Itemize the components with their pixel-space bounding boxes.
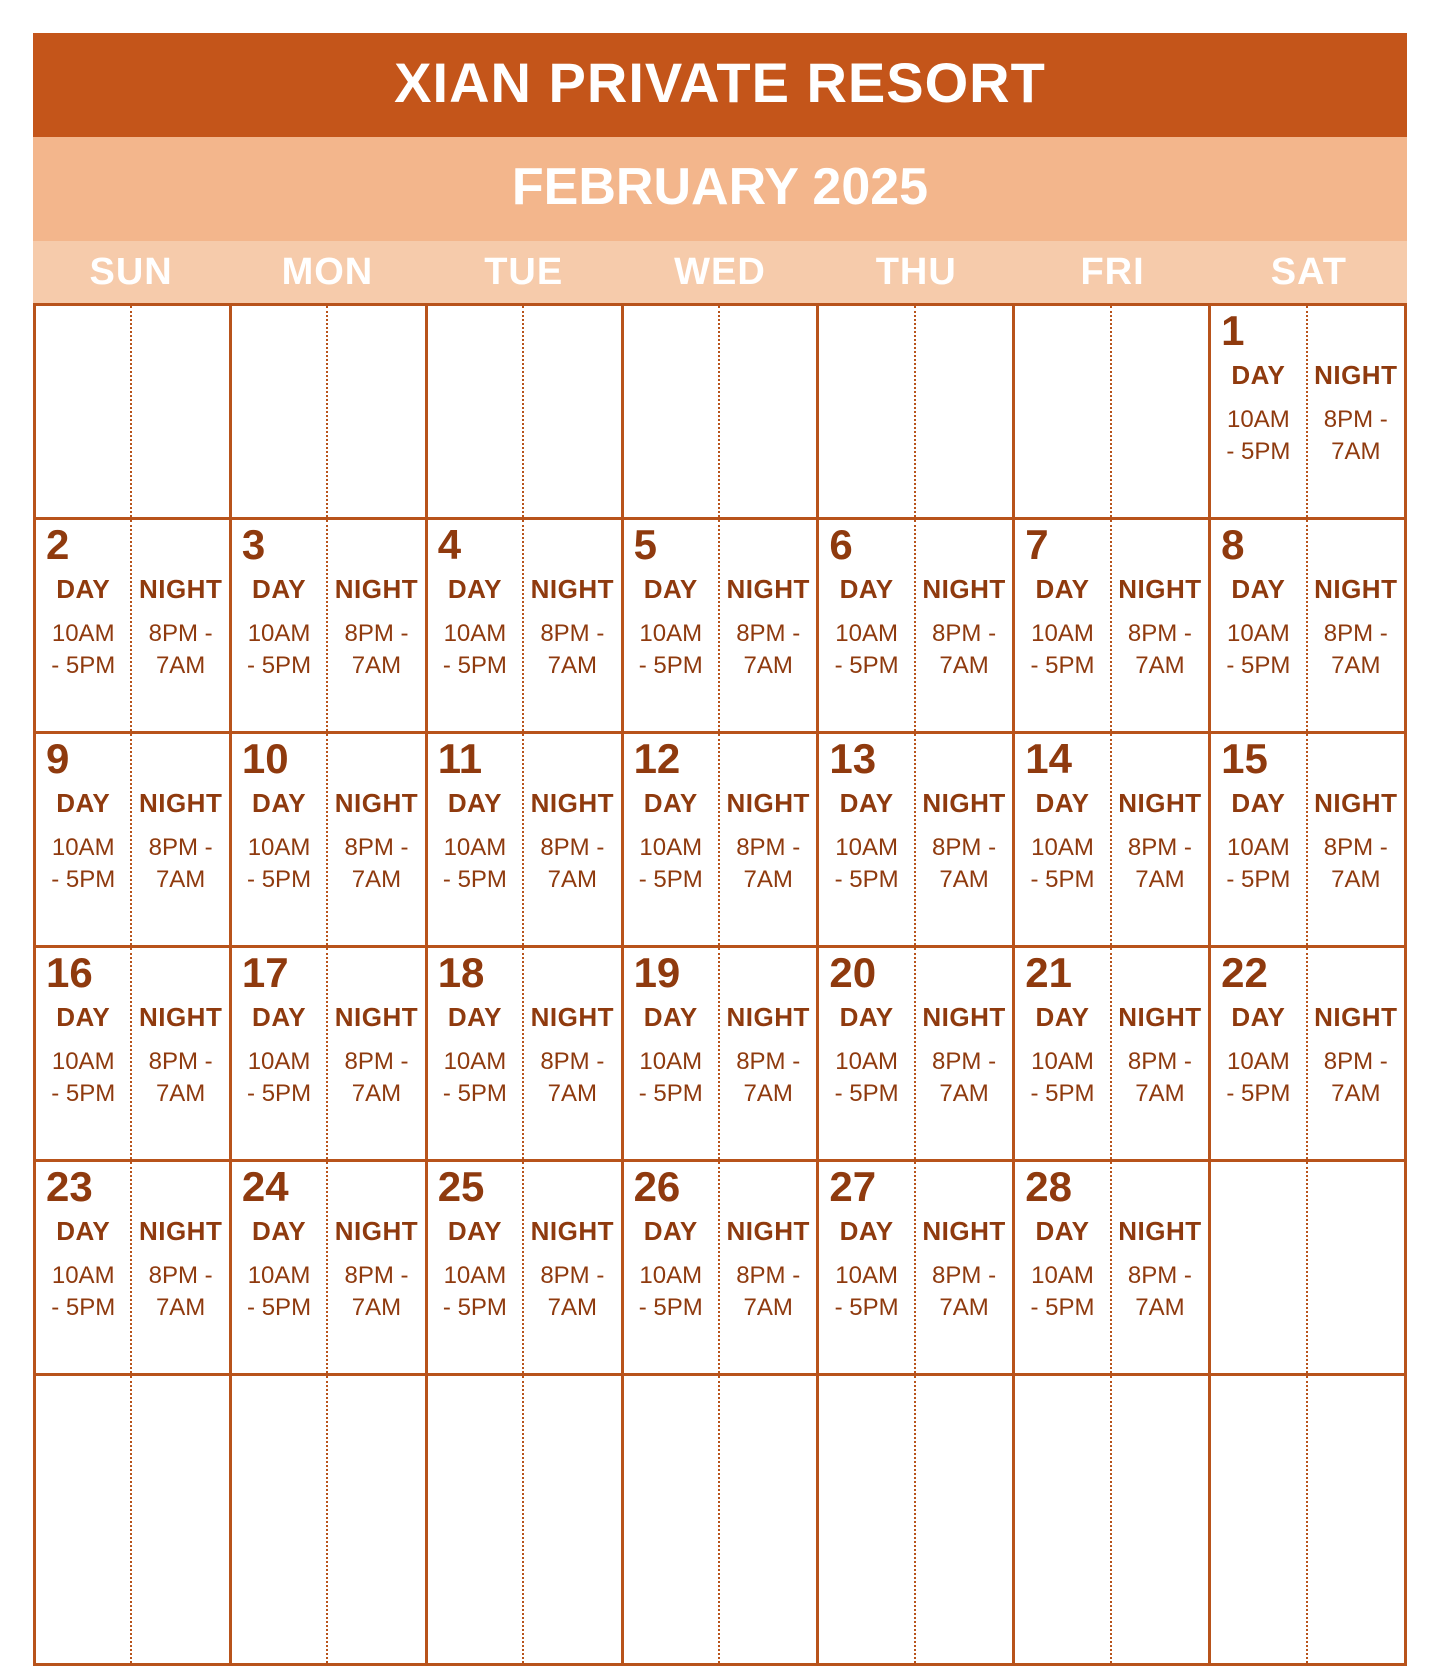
day-shift-label: DAY (1231, 574, 1286, 604)
day-shift-time: 10AM - 5PM (51, 1048, 116, 1108)
night-shift-slot[interactable] (1308, 520, 1404, 731)
night-shift-slot[interactable] (328, 1162, 424, 1373)
calendar-empty-cell[interactable] (36, 306, 232, 520)
day-shift-label: DAY (839, 574, 894, 604)
day-shift-label: DAY (1035, 574, 1090, 604)
day-shift-slot[interactable] (428, 734, 524, 945)
day-shift-label: DAY (1035, 1002, 1090, 1032)
day-shift-time: 10AM - 5PM (247, 1048, 312, 1108)
night-shift-label: NIGHT (138, 1002, 223, 1032)
day-shift-label: DAY (252, 1002, 307, 1032)
night-shift-slot[interactable] (328, 734, 424, 945)
night-shift-time: 8PM - 7AM (1127, 1262, 1192, 1322)
night-shift-time: 8PM - 7AM (540, 620, 605, 680)
day-number: 2 (46, 521, 70, 568)
day-number: 24 (241, 1163, 289, 1210)
night-shift-time: 8PM - 7AM (1323, 406, 1388, 466)
day-shift-slot[interactable] (36, 734, 132, 945)
day-number: 8 (1221, 521, 1245, 568)
day-shift-label: DAY (252, 788, 307, 818)
night-shift-slot[interactable] (1112, 520, 1208, 731)
calendar-week-row (36, 948, 1407, 1162)
night-shift-label: NIGHT (138, 788, 223, 818)
day-shift-slot[interactable] (819, 948, 915, 1159)
night-shift-slot[interactable] (328, 520, 424, 731)
day-shift-label: DAY (643, 788, 698, 818)
day-shift-label: DAY (447, 1002, 502, 1032)
day-number: 1 (1221, 307, 1245, 354)
calendar-empty-cell[interactable] (819, 1376, 1015, 1666)
day-shift-label: DAY (447, 788, 502, 818)
day-shift-label: DAY (1035, 1216, 1090, 1246)
day-shift-time: 10AM - 5PM (247, 834, 312, 894)
day-shift-slot[interactable] (232, 306, 328, 517)
day-shift-label: DAY (643, 574, 698, 604)
day-number: 25 (437, 1163, 485, 1210)
night-shift-label: NIGHT (726, 1002, 810, 1032)
night-shift-label: NIGHT (1314, 574, 1398, 604)
calendar-day-cell[interactable] (624, 734, 820, 948)
day-shift-label: DAY (56, 574, 111, 604)
day-shift-label: DAY (643, 1002, 698, 1032)
calendar (33, 33, 1407, 1666)
calendar-day-cell[interactable] (428, 734, 624, 948)
day-shift-time: 10AM - 5PM (1030, 1262, 1095, 1322)
night-shift-slot[interactable] (328, 948, 424, 1159)
calendar-day-cell[interactable] (428, 948, 624, 1162)
day-number: 13 (829, 735, 877, 782)
day-number: 15 (1221, 735, 1268, 782)
day-shift-slot[interactable] (1015, 948, 1111, 1159)
calendar-day-cell[interactable] (819, 734, 1015, 948)
day-shift-label: DAY (1035, 788, 1090, 818)
night-shift-time: 8PM - 7AM (736, 1048, 801, 1108)
night-shift-label: NIGHT (530, 1216, 615, 1246)
day-shift-slot[interactable] (624, 1376, 720, 1663)
night-shift-label: NIGHT (334, 574, 419, 604)
night-shift-slot[interactable] (132, 948, 228, 1159)
day-shift-slot[interactable] (428, 1376, 524, 1663)
night-shift-time: 8PM - 7AM (148, 1262, 213, 1322)
calendar-empty-cell[interactable] (232, 1376, 428, 1666)
day-shift-slot[interactable] (624, 948, 720, 1159)
day-shift-slot[interactable] (36, 306, 132, 517)
calendar-empty-cell[interactable] (232, 306, 428, 520)
day-shift-slot[interactable] (1015, 1376, 1111, 1663)
night-shift-slot[interactable] (132, 520, 228, 731)
night-shift-label: NIGHT (726, 1216, 810, 1246)
night-shift-label: NIGHT (726, 574, 810, 604)
day-shift-time: 10AM - 5PM (1226, 620, 1291, 680)
calendar-day-cell[interactable] (428, 520, 624, 734)
night-shift-time: 8PM - 7AM (540, 834, 605, 894)
night-shift-slot[interactable] (1308, 948, 1404, 1159)
day-shift-time: 10AM - 5PM (834, 1048, 899, 1108)
night-shift-time: 8PM - 7AM (1323, 620, 1388, 680)
night-shift-label: NIGHT (1118, 788, 1202, 818)
night-shift-slot[interactable] (720, 1376, 816, 1663)
day-shift-slot[interactable] (1211, 734, 1307, 945)
day-number: 20 (829, 949, 877, 996)
night-shift-label: NIGHT (1118, 574, 1202, 604)
day-shift-label: DAY (252, 1216, 307, 1246)
day-shift-time: 10AM - 5PM (1030, 834, 1095, 894)
day-shift-label: DAY (447, 1216, 502, 1246)
calendar-grid (33, 303, 1407, 1666)
calendar-week-row (36, 1376, 1407, 1666)
night-shift-time: 8PM - 7AM (1323, 1048, 1388, 1108)
night-shift-slot[interactable] (328, 306, 424, 517)
night-shift-slot[interactable] (524, 734, 620, 945)
night-shift-slot[interactable] (1308, 734, 1404, 945)
day-number: 17 (241, 949, 289, 996)
night-shift-slot[interactable] (524, 1376, 620, 1663)
calendar-day-cell[interactable] (428, 1162, 624, 1376)
night-shift-time: 8PM - 7AM (148, 620, 213, 680)
day-shift-time: 10AM - 5PM (1226, 1048, 1291, 1108)
day-number: 11 (437, 735, 483, 782)
calendar-day-cell[interactable] (819, 520, 1015, 734)
day-number: 16 (46, 949, 93, 996)
day-number: 4 (437, 521, 462, 568)
calendar-day-cell[interactable] (1211, 520, 1407, 734)
night-shift-label: NIGHT (530, 574, 615, 604)
day-shift-time: 10AM - 5PM (1226, 834, 1291, 894)
night-shift-slot[interactable] (524, 1162, 620, 1373)
calendar-day-cell[interactable] (36, 520, 232, 734)
day-shift-slot[interactable] (819, 1376, 915, 1663)
day-number: 10 (241, 735, 289, 782)
day-shift-slot[interactable] (36, 948, 132, 1159)
calendar-week-row (36, 1162, 1407, 1376)
night-shift-time: 8PM - 7AM (736, 620, 801, 680)
day-shift-slot[interactable] (1211, 1162, 1307, 1373)
day-shift-slot[interactable] (819, 520, 915, 731)
calendar-day-cell[interactable] (1015, 520, 1211, 734)
day-number: 9 (46, 735, 70, 782)
day-shift-slot[interactable] (624, 520, 720, 731)
weekday-header-row (33, 241, 1407, 303)
day-shift-slot[interactable] (428, 1162, 524, 1373)
day-shift-label: DAY (1231, 360, 1286, 390)
night-shift-slot[interactable] (916, 1376, 1012, 1663)
day-shift-time: 10AM - 5PM (638, 620, 703, 680)
night-shift-time: 8PM - 7AM (736, 1262, 801, 1322)
night-shift-label: NIGHT (530, 1002, 615, 1032)
day-shift-time: 10AM - 5PM (247, 620, 312, 680)
day-number: 28 (1025, 1163, 1072, 1210)
night-shift-slot[interactable] (132, 306, 228, 517)
day-shift-slot[interactable] (1211, 1376, 1307, 1663)
day-shift-label: DAY (56, 788, 111, 818)
night-shift-time: 8PM - 7AM (1127, 620, 1192, 680)
calendar-week-row (36, 734, 1407, 948)
day-shift-label: DAY (1231, 1002, 1286, 1032)
day-number: 23 (46, 1163, 93, 1210)
calendar-day-cell[interactable] (1211, 306, 1407, 520)
night-shift-label: NIGHT (334, 1002, 419, 1032)
day-number: 26 (633, 1163, 681, 1210)
day-number: 5 (633, 521, 657, 568)
calendar-week-row (36, 520, 1407, 734)
night-shift-slot[interactable] (916, 948, 1012, 1159)
night-shift-label: NIGHT (1314, 1002, 1398, 1032)
night-shift-time: 8PM - 7AM (148, 834, 213, 894)
day-shift-slot[interactable] (1015, 734, 1111, 945)
day-shift-slot[interactable] (232, 1162, 328, 1373)
night-shift-time: 8PM - 7AM (932, 1048, 997, 1108)
day-shift-label: DAY (1231, 788, 1286, 818)
day-shift-time: 10AM - 5PM (442, 620, 507, 680)
weekday-tue: TUE (484, 251, 564, 293)
night-shift-slot[interactable] (1308, 306, 1404, 517)
night-shift-label: NIGHT (138, 1216, 223, 1246)
day-shift-slot[interactable] (624, 734, 720, 945)
calendar-day-cell[interactable] (1211, 734, 1407, 948)
night-shift-slot[interactable] (132, 1376, 228, 1663)
night-shift-slot[interactable] (916, 1162, 1012, 1373)
day-shift-slot[interactable] (428, 948, 524, 1159)
weekday-fri: FRI (1080, 251, 1145, 293)
calendar-day-cell[interactable] (232, 520, 428, 734)
day-shift-slot[interactable] (819, 734, 915, 945)
calendar-day-cell[interactable] (819, 948, 1015, 1162)
day-shift-slot[interactable] (819, 1162, 915, 1373)
day-shift-time: 10AM - 5PM (51, 1262, 116, 1322)
day-shift-label: DAY (643, 1216, 698, 1246)
calendar-empty-cell[interactable] (1211, 1376, 1407, 1666)
night-shift-slot[interactable] (916, 520, 1012, 731)
day-shift-time: 10AM - 5PM (51, 620, 116, 680)
day-shift-slot[interactable] (1211, 306, 1307, 517)
calendar-empty-cell[interactable] (624, 1376, 820, 1666)
night-shift-label: NIGHT (922, 788, 1006, 818)
calendar-day-cell[interactable] (1211, 948, 1407, 1162)
day-shift-slot[interactable] (624, 1162, 720, 1373)
calendar-day-cell[interactable] (819, 1162, 1015, 1376)
night-shift-time: 8PM - 7AM (1127, 1048, 1192, 1108)
calendar-day-cell[interactable] (36, 948, 232, 1162)
month-title: FEBRUARY 2025 (33, 137, 1407, 241)
day-shift-label: DAY (447, 574, 502, 604)
night-shift-slot[interactable] (328, 1376, 424, 1663)
day-shift-time: 10AM - 5PM (834, 1262, 899, 1322)
calendar-day-cell[interactable] (1015, 734, 1211, 948)
day-shift-slot[interactable] (232, 948, 328, 1159)
day-shift-slot[interactable] (428, 306, 524, 517)
night-shift-slot[interactable] (916, 306, 1012, 517)
night-shift-slot[interactable] (1112, 1162, 1208, 1373)
night-shift-slot[interactable] (720, 520, 816, 731)
day-shift-time: 10AM - 5PM (442, 1262, 507, 1322)
calendar-empty-cell[interactable] (1015, 306, 1211, 520)
day-number: 3 (241, 521, 266, 568)
day-number: 7 (1025, 521, 1049, 568)
day-shift-slot[interactable] (232, 520, 328, 731)
day-shift-slot[interactable] (819, 306, 915, 517)
calendar-week-row (36, 306, 1407, 520)
day-shift-time: 10AM - 5PM (442, 834, 507, 894)
day-shift-slot[interactable] (232, 1376, 328, 1663)
day-shift-time: 10AM - 5PM (442, 1048, 507, 1108)
calendar-empty-cell[interactable] (624, 306, 820, 520)
day-shift-time: 10AM - 5PM (1030, 620, 1095, 680)
night-shift-slot[interactable] (1112, 948, 1208, 1159)
day-shift-time: 10AM - 5PM (638, 834, 703, 894)
night-shift-time: 8PM - 7AM (1127, 834, 1192, 894)
night-shift-label: NIGHT (922, 1216, 1006, 1246)
calendar-day-cell[interactable] (36, 734, 232, 948)
calendar-day-cell[interactable] (36, 1162, 232, 1376)
night-shift-label: NIGHT (1118, 1002, 1202, 1032)
weekday-sun: SUN (89, 251, 173, 293)
day-number: 27 (829, 1163, 877, 1210)
night-shift-slot[interactable] (720, 1162, 816, 1373)
day-shift-time: 10AM - 5PM (247, 1262, 312, 1322)
night-shift-slot[interactable] (132, 1162, 228, 1373)
night-shift-slot[interactable] (720, 306, 816, 517)
weekday-wed: WED (674, 251, 766, 293)
calendar-day-cell[interactable] (1015, 948, 1211, 1162)
calendar-day-cell[interactable] (232, 1162, 428, 1376)
night-shift-time: 8PM - 7AM (344, 834, 409, 894)
day-number: 18 (437, 949, 485, 996)
calendar-day-cell[interactable] (624, 948, 820, 1162)
night-shift-slot[interactable] (916, 734, 1012, 945)
night-shift-label: NIGHT (922, 574, 1006, 604)
night-shift-time: 8PM - 7AM (736, 834, 801, 894)
night-shift-time: 8PM - 7AM (148, 1048, 213, 1108)
calendar-empty-cell[interactable] (819, 306, 1015, 520)
calendar-empty-cell[interactable] (1211, 1162, 1407, 1376)
calendar-empty-cell[interactable] (36, 1376, 232, 1666)
calendar-day-cell[interactable] (624, 1162, 820, 1376)
night-shift-time: 8PM - 7AM (932, 834, 997, 894)
calendar-day-cell[interactable] (232, 734, 428, 948)
weekday-mon: MON (281, 251, 374, 293)
day-shift-slot[interactable] (36, 1162, 132, 1373)
day-shift-slot[interactable] (428, 520, 524, 731)
weekday-thu: THU (875, 251, 957, 293)
day-number: 22 (1221, 949, 1268, 996)
day-shift-time: 10AM - 5PM (1030, 1048, 1095, 1108)
night-shift-label: NIGHT (334, 788, 419, 818)
day-shift-slot[interactable] (1211, 948, 1307, 1159)
night-shift-slot[interactable] (524, 948, 620, 1159)
day-shift-slot[interactable] (232, 734, 328, 945)
weekday-sat: SAT (1270, 251, 1347, 293)
night-shift-slot[interactable] (1112, 734, 1208, 945)
day-shift-slot[interactable] (1015, 520, 1111, 731)
day-shift-label: DAY (56, 1002, 111, 1032)
day-shift-slot[interactable] (624, 306, 720, 517)
night-shift-slot[interactable] (524, 306, 620, 517)
night-shift-label: NIGHT (530, 788, 615, 818)
calendar-empty-cell[interactable] (1015, 1376, 1211, 1666)
night-shift-time: 8PM - 7AM (932, 620, 997, 680)
day-shift-label: DAY (839, 788, 894, 818)
night-shift-label: NIGHT (1314, 788, 1398, 818)
calendar-empty-cell[interactable] (428, 1376, 624, 1666)
night-shift-label: NIGHT (138, 574, 223, 604)
night-shift-time: 8PM - 7AM (540, 1262, 605, 1322)
day-shift-slot[interactable] (36, 1376, 132, 1663)
day-number: 19 (633, 949, 681, 996)
day-shift-time: 10AM - 5PM (51, 834, 116, 894)
night-shift-time: 8PM - 7AM (1323, 834, 1388, 894)
night-shift-slot[interactable] (1308, 1162, 1404, 1373)
night-shift-label: NIGHT (1118, 1216, 1202, 1246)
day-shift-time: 10AM - 5PM (1226, 406, 1291, 466)
day-number: 12 (633, 735, 681, 782)
night-shift-slot[interactable] (132, 734, 228, 945)
night-shift-time: 8PM - 7AM (932, 1262, 997, 1322)
day-shift-slot[interactable] (1015, 306, 1111, 517)
day-number: 21 (1025, 949, 1072, 996)
night-shift-slot[interactable] (1112, 1376, 1208, 1663)
calendar-day-cell[interactable] (1015, 1162, 1211, 1376)
night-shift-time: 8PM - 7AM (344, 1262, 409, 1322)
night-shift-time: 8PM - 7AM (344, 1048, 409, 1108)
night-shift-label: NIGHT (922, 1002, 1006, 1032)
day-shift-time: 10AM - 5PM (834, 620, 899, 680)
night-shift-label: NIGHT (726, 788, 810, 818)
night-shift-slot[interactable] (1112, 306, 1208, 517)
night-shift-label: NIGHT (334, 1216, 419, 1246)
night-shift-slot[interactable] (720, 948, 816, 1159)
day-shift-label: DAY (252, 574, 307, 604)
day-shift-slot[interactable] (36, 520, 132, 731)
day-number: 6 (829, 521, 853, 568)
calendar-empty-cell[interactable] (428, 306, 624, 520)
day-shift-time: 10AM - 5PM (834, 834, 899, 894)
day-shift-time: 10AM - 5PM (638, 1262, 703, 1322)
day-shift-slot[interactable] (1015, 1162, 1111, 1373)
night-shift-time: 8PM - 7AM (344, 620, 409, 680)
day-shift-label: DAY (56, 1216, 111, 1246)
calendar-day-cell[interactable] (232, 948, 428, 1162)
night-shift-slot[interactable] (524, 520, 620, 731)
night-shift-time: 8PM - 7AM (540, 1048, 605, 1108)
day-shift-slot[interactable] (1211, 520, 1307, 731)
night-shift-slot[interactable] (720, 734, 816, 945)
day-shift-label: DAY (839, 1216, 894, 1246)
night-shift-slot[interactable] (1308, 1376, 1404, 1663)
night-shift-label: NIGHT (1314, 360, 1398, 390)
day-number: 14 (1025, 735, 1072, 782)
resort-title: XIAN PRIVATE RESORT (33, 33, 1407, 137)
day-shift-label: DAY (839, 1002, 894, 1032)
day-shift-time: 10AM - 5PM (638, 1048, 703, 1108)
calendar-day-cell[interactable] (624, 520, 820, 734)
